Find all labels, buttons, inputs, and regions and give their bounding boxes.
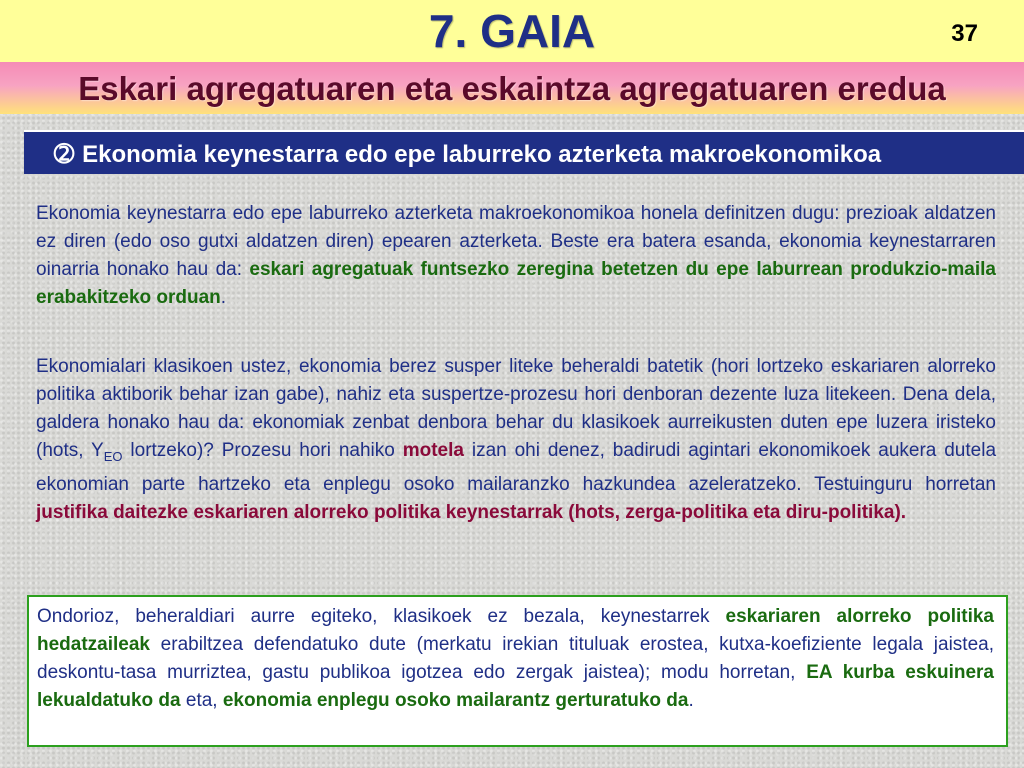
circled-number-icon: ➁ <box>54 141 75 168</box>
ad-curve-shift-highlight: EA kurba eskuinera lekualdatuko da <box>37 662 994 711</box>
motela-highlight: motela <box>402 440 464 461</box>
subscript-eo: EO <box>103 448 123 464</box>
conclusion-box <box>27 595 1008 747</box>
key-statement-highlight: eskari agregatuak funtsezko zeregina betetzen du epe laburrean produkzio-maila erabakitzeko orduan <box>36 259 996 308</box>
paragraph-text: lortzeko)? Prozesu hori nahiko <box>122 440 403 461</box>
full-employment-highlight: ekonomia enplegu osoko mailarantz gerturatuko da <box>222 690 689 711</box>
slide-number: 37 <box>951 20 978 47</box>
paragraph-text: Ekonomia keynestarra edo epe laburreko azterketa makroekonomikoa honela definitzen dugu: prezioak aldatzen ez diren (edo oso gutxi aldatzen diren) epearen azterketa. Beste era batera esanda, ekonomia keynestarraren oinarria honako hau da: <box>36 203 996 280</box>
slide-title: 7. GAIA <box>428 5 596 57</box>
paragraph-text: eta, <box>180 690 223 711</box>
slide-subtitle: Eskari agregatuaren eta eskaintza agregatuaren eredua <box>78 70 946 107</box>
expansionary-policy-highlight: eskariaren alorreko politika hedatzaileak <box>37 606 994 655</box>
section-heading-bar <box>24 130 1024 174</box>
section-heading <box>54 140 881 169</box>
paragraph-definition <box>36 200 996 312</box>
paragraph-end: . <box>220 287 227 308</box>
paragraph-end: . <box>688 690 694 711</box>
paragraph-classical-view <box>36 353 996 527</box>
paragraph-text: Ondorioz, beheraldiari aurre egiteko, klasikoek ez bezala, keynestarrek <box>37 606 726 627</box>
paragraph-text: erabiltzea defendatuko dute (merkatu irekian tituluak erostea, kutxa-koefiziente legala jaistea, deskontu-tasa murriztea, gastu publikoa igotzea edo zergak jaistea); modu horretan, <box>37 634 994 683</box>
keynesian-policy-highlight: justifika daitezke eskariaren alorreko politika keynestarrak (hots, zerga-politika eta diru-politika). <box>36 501 907 523</box>
paragraph-conclusion <box>37 603 994 715</box>
section-heading-text: Ekonomia keynestarra edo epe laburreko azterketa makroekonomikoa <box>82 141 882 168</box>
paragraph-text: Ekonomialari klasikoen ustez, ekonomia berez susper liteke beheraldi batetik (hori lortzeko eskariaren alorreko politika aktiborik behar izan gabe), nahiz eta suspertze-prozesu hori denboran dezente luza litekeen. Dena dela, galdera honako hau da: ekonomiak zenbat denbora behar du klasikoek aurreikusten duten epe luzera iristeko (hots, Y <box>36 356 996 461</box>
paragraph-text: izan ohi denez, badirudi agintari ekonomikoek aukera dutela ekonomian parte hartzeko eta enplegu osoko mailaranzko hazkundea azeleratzeko. Testuinguru horretan <box>36 440 997 495</box>
